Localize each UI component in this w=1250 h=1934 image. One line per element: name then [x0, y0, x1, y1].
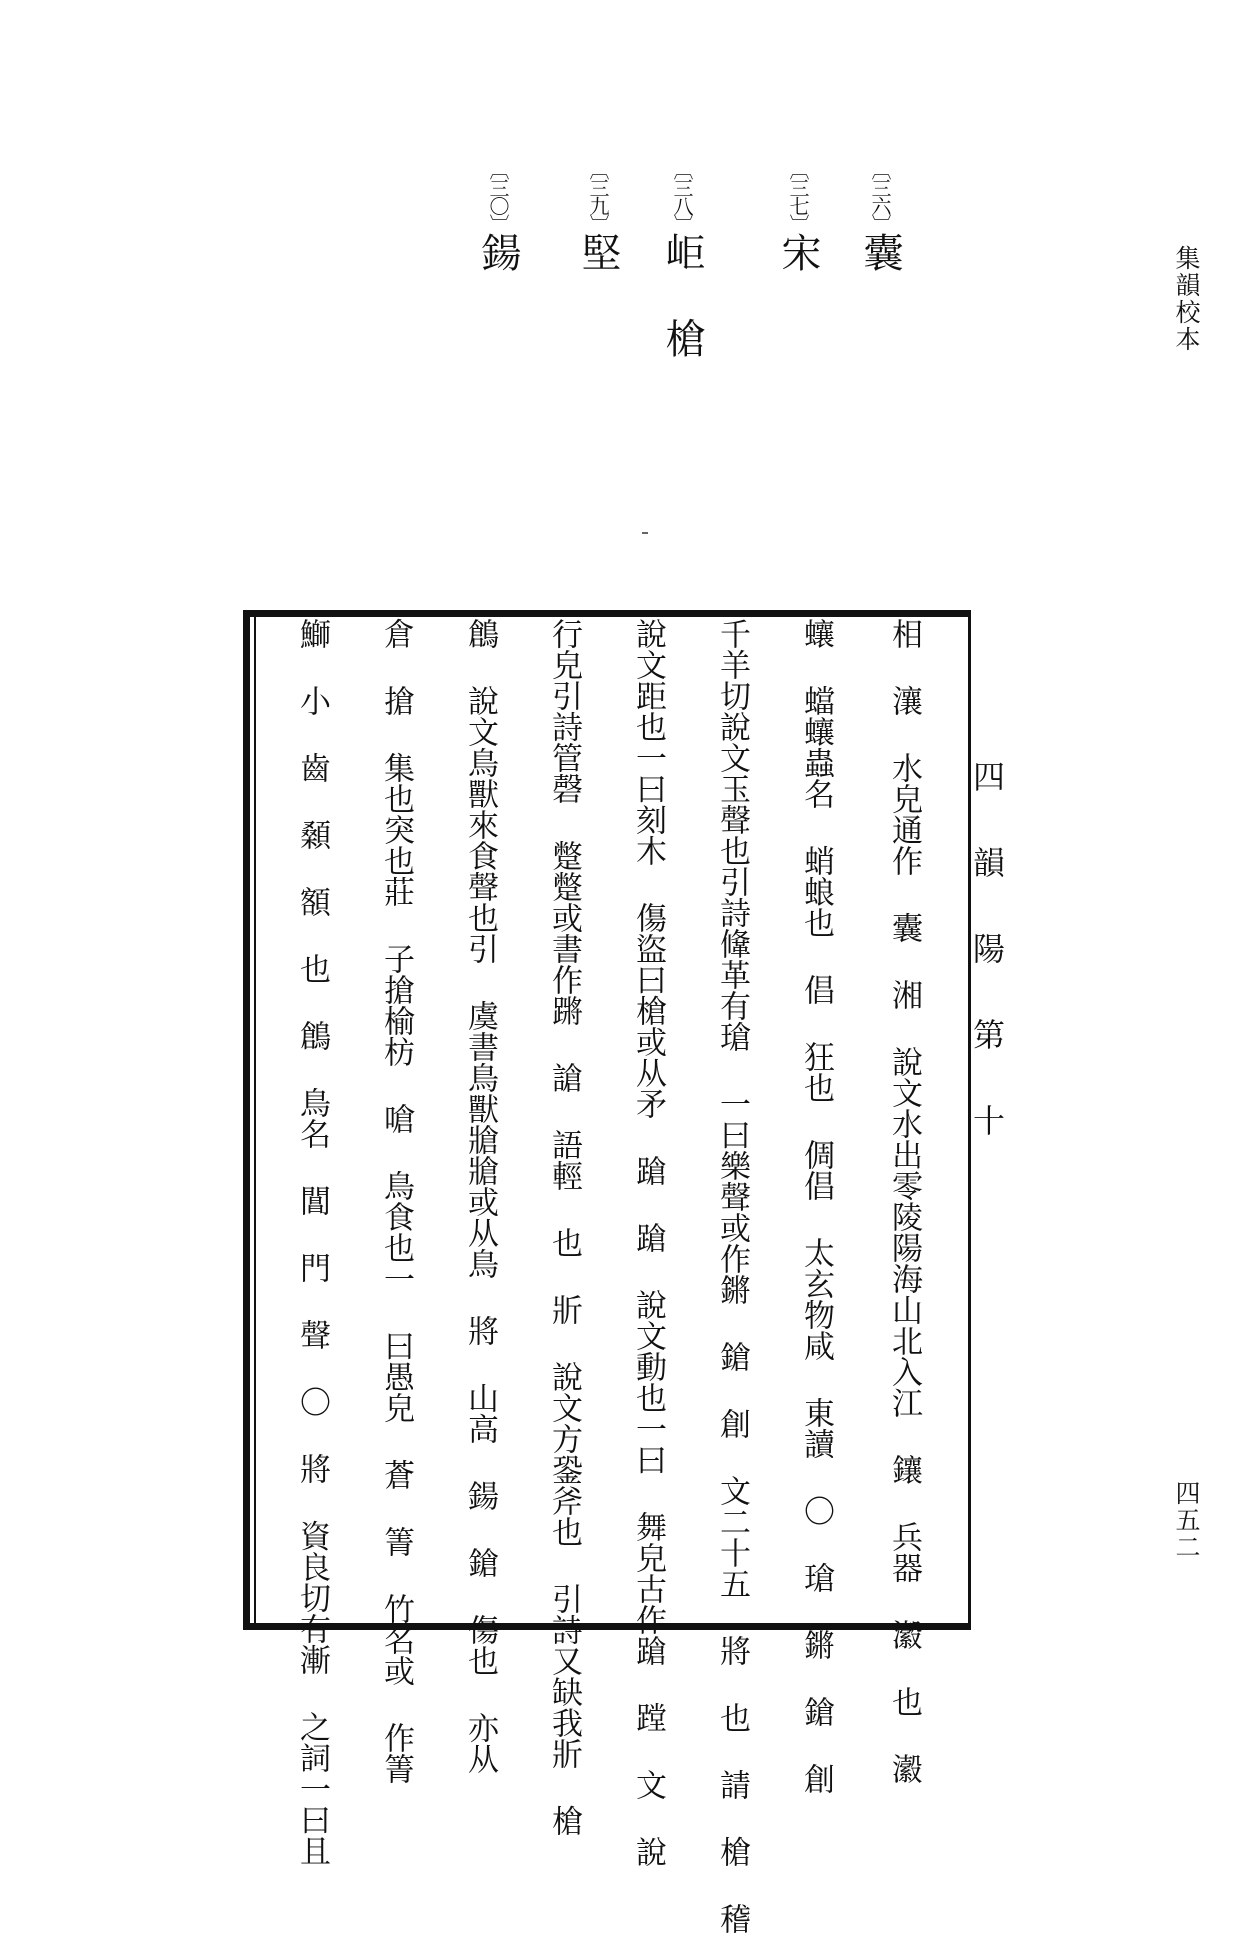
book-title: 集韻校本 [1172, 245, 1201, 353]
text-column: 鶬 說文鳥獸來食聲也引 虞書鳥獸牄牄或从鳥 將 山高 鍚 鎗 傷也 亦从 [462, 618, 498, 1774]
note-char: 堅 [575, 232, 621, 272]
collation-note [575, 160, 621, 272]
note-char: 宋 [775, 232, 821, 272]
text-column: 說文距也一曰刻木 傷盜曰槍或从矛 蹌 蹌 說文動也一曰 舞皃古作蹌 蹚 文 說 [630, 618, 666, 1867]
note-char: 岠 槍 [659, 232, 705, 358]
page-number: 四五二 [1172, 1480, 1201, 1561]
collation-note [659, 160, 705, 358]
note-mark: 〔三八〕 [670, 160, 694, 232]
frame-inner-rule [254, 617, 256, 1623]
text-column: 千羊切說文玉聲也引詩鞗革有瑲 一曰樂聲或作鏘 鎗 創 文二十五 將 也 請 槍 稽 [714, 618, 750, 1934]
note-char: 鍚 [475, 232, 521, 272]
text-column: 相 瀼 水皃通作 囊 湘 說文水出零陵陽海山北入江 鑲 兵器 瀫 也 瀫 [886, 618, 922, 1784]
note-mark: 〔三九〕 [586, 160, 610, 232]
text-column: 鰤 小 齒 顙 額 也 鶬 鳥名 閶 門 聲 〇 將 資良切有漸 之詞一曰且 [294, 618, 330, 1866]
text-frame [243, 610, 971, 1934]
collation-note [775, 160, 821, 272]
collation-note [475, 160, 521, 272]
ink-speck [642, 532, 648, 534]
note-mark: 〔三七〕 [786, 160, 810, 232]
text-column: 蠰 蟷蠰蟲名 蛸蜋也 倡 狂也 倜倡 太玄物咸 東讀 〇 瑲 鏘 鎗 創 [798, 618, 834, 1794]
collation-note [857, 160, 903, 272]
note-char: 囊 [857, 232, 903, 272]
note-mark: 〔三六〕 [868, 160, 892, 232]
text-column: 倉 搶 集也突也莊 子搶榆枋 嗆 鳥食也一 曰愚皃 蒼 箐 竹名或 作箐 [378, 618, 414, 1784]
note-mark: 〔三〇〕 [486, 160, 510, 232]
text-column: 行皃引詩管磬 蹩蹩或書作蹡 謒 語輕 也 斨 說文方銎斧也 引詩又缺我斨 槍 [546, 618, 582, 1836]
side-strip: 四 韻 陽 第 十 [968, 760, 1006, 1144]
